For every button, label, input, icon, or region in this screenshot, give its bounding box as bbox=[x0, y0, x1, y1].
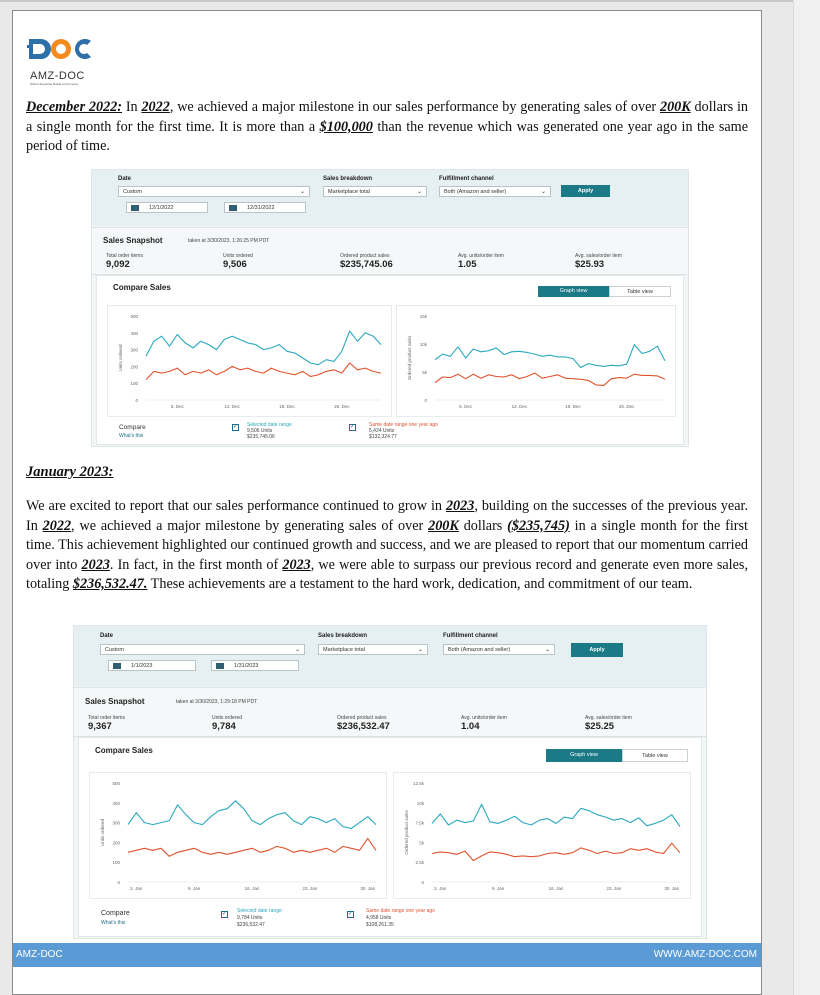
fulfillment-select[interactable]: Both (Amazon and seller) ⌄ bbox=[439, 186, 551, 197]
previous-year-line bbox=[146, 363, 381, 380]
x-tick-label: 26. Dec bbox=[334, 404, 350, 409]
y-tick-label: 7.5k bbox=[415, 820, 424, 826]
x-tick-label: 23. Jan bbox=[302, 886, 318, 891]
y-tick-label: 200 bbox=[130, 364, 138, 370]
y-tick-label: 500 bbox=[130, 314, 138, 319]
snapshot-time: taken at 3/30/2023, 1:29:18 PM PDT bbox=[176, 699, 258, 705]
top-border bbox=[0, 0, 820, 2]
units-ordered-chart bbox=[89, 772, 387, 899]
compare-title: Compare Sales bbox=[95, 746, 153, 755]
units-ordered-chart bbox=[107, 305, 392, 417]
x-tick-label: 19. Dec bbox=[279, 404, 295, 409]
graph-view-button[interactable]: Graph view bbox=[538, 286, 609, 297]
x-tick-label: 23. Jan bbox=[606, 886, 622, 891]
x-tick-label: 26. Dec bbox=[618, 404, 635, 409]
y-tick-label: 0 bbox=[424, 398, 427, 403]
x-tick-label: 2. Jan bbox=[130, 886, 143, 891]
x-tick-label: 19. Dec bbox=[565, 404, 581, 409]
metric-label: Avg. sales/order item bbox=[585, 715, 632, 721]
selected-range-units: 9,784 Units bbox=[237, 915, 263, 921]
december-heading: December 2022: bbox=[26, 99, 122, 115]
x-tick-label: 30. Jan bbox=[664, 886, 680, 891]
previous-range-checkbox[interactable]: ✓ bbox=[350, 424, 356, 430]
y-tick-label: 12.5k bbox=[412, 781, 424, 786]
previous-range-checkbox[interactable]: ✓ bbox=[348, 911, 354, 917]
y-tick-label: 200 bbox=[112, 840, 120, 846]
metric-value: $25.25 bbox=[585, 721, 615, 732]
y-axis-label: Ordered product sales bbox=[404, 810, 409, 855]
previous-year-line bbox=[435, 373, 665, 385]
metric-label: Avg. sales/order item bbox=[575, 253, 622, 259]
page-footer bbox=[13, 943, 761, 967]
metric-label: Total order items bbox=[106, 253, 143, 259]
compare-sales-panel bbox=[78, 737, 702, 937]
y-axis-label: Units ordered bbox=[118, 344, 123, 372]
sales-snapshot bbox=[74, 687, 706, 737]
apply-button[interactable]: Apply bbox=[561, 185, 610, 197]
previous-range-units: 4,958 Units bbox=[366, 915, 392, 921]
graph-view-button[interactable]: Graph view bbox=[546, 749, 622, 762]
scrollbar[interactable] bbox=[793, 0, 820, 995]
y-tick-label: 100 bbox=[130, 381, 138, 387]
date-select[interactable]: Custom ⌄ bbox=[118, 186, 310, 197]
metric-value: 9,367 bbox=[88, 721, 112, 732]
snapshot-time: taken at 3/30/2023, 1:26:25 PM PDT bbox=[188, 238, 270, 244]
product-sales-chart bbox=[393, 772, 691, 899]
metric-label: Units ordered bbox=[223, 253, 254, 259]
metric-label: Units ordered bbox=[212, 715, 243, 721]
x-tick-label: 5. Dec bbox=[459, 404, 473, 409]
compare-sales-panel bbox=[96, 275, 684, 445]
previous-range-sales: $108,261.35 bbox=[366, 922, 394, 928]
metric-label: Total order items bbox=[88, 715, 125, 721]
compare-label: Compare bbox=[101, 910, 130, 917]
selected-range-line bbox=[432, 804, 680, 826]
document-page bbox=[12, 10, 762, 995]
selected-range-label: Selected date range bbox=[247, 422, 292, 428]
date-label: Date bbox=[100, 633, 114, 639]
breakdown-select[interactable]: Marketplace total ⌄ bbox=[323, 186, 427, 197]
footer-website-link[interactable]: WWW.AMZ-DOC.COM bbox=[653, 949, 757, 960]
y-tick-label: 15k bbox=[419, 314, 427, 319]
x-tick-label: 30. Jan bbox=[360, 886, 376, 891]
metric-value: 1.05 bbox=[458, 259, 477, 270]
y-tick-label: 400 bbox=[130, 330, 138, 336]
fulfillment-label: Fulfillment channel bbox=[439, 176, 494, 182]
previous-year-line bbox=[128, 838, 376, 856]
december-paragraph: December 2022: In 2022, we achieved a major milestone in our sales performance by generating sales of over 200K dollars in a single month for the first time. It is more than a $100,000 than the revenue which was generated one year ago in the same period of time. bbox=[26, 99, 748, 154]
metric-value: 9,092 bbox=[106, 259, 130, 270]
y-tick-label: 500 bbox=[112, 781, 120, 786]
x-tick-label: 9. Jan bbox=[188, 886, 201, 891]
metric-value: $235,745.06 bbox=[340, 259, 393, 270]
snapshot-title: Sales Snapshot bbox=[103, 236, 163, 245]
x-tick-label: 12. Dec bbox=[511, 404, 528, 409]
sales-snapshot bbox=[92, 227, 688, 275]
y-tick-label: 400 bbox=[112, 800, 120, 806]
sales-dashboard-december bbox=[91, 169, 689, 447]
selected-range-line bbox=[128, 801, 376, 829]
metric-label: Avg. units/order item bbox=[458, 253, 504, 259]
whats-this-link[interactable]: What's this bbox=[101, 920, 126, 926]
start-date-field[interactable]: 12/1/2022 bbox=[126, 202, 208, 213]
fulfillment-label: Fulfillment channel bbox=[443, 633, 498, 639]
selected-range-label: Selected date range bbox=[237, 908, 282, 914]
y-tick-label: 2.5k bbox=[415, 860, 424, 866]
previous-range-label: Same date range one year ago bbox=[366, 908, 435, 914]
metric-value: 9,784 bbox=[212, 721, 236, 732]
date-label: Date bbox=[118, 176, 132, 182]
selected-range-checkbox[interactable]: ✓ bbox=[222, 911, 228, 917]
breakdown-select[interactable]: Marketplace total ⌄ bbox=[318, 644, 428, 655]
fulfillment-select[interactable]: Both (Amazon and seller) ⌄ bbox=[443, 644, 555, 655]
y-tick-label: 300 bbox=[112, 820, 120, 826]
start-date-field[interactable]: 1/1/2023 bbox=[108, 660, 196, 671]
y-tick-label: 100 bbox=[112, 860, 120, 866]
x-tick-label: 16. Jan bbox=[244, 886, 260, 891]
apply-button[interactable]: Apply bbox=[571, 643, 623, 657]
metric-value: 1.04 bbox=[461, 721, 480, 732]
product-sales-chart bbox=[396, 305, 676, 417]
y-tick-label: 5k bbox=[419, 840, 424, 846]
x-tick-label: 9. Jan bbox=[492, 886, 505, 891]
y-tick-label: 10k bbox=[419, 342, 427, 347]
y-tick-label: 5k bbox=[422, 370, 427, 375]
filter-bar bbox=[74, 626, 706, 686]
january-heading: January 2023: bbox=[26, 464, 114, 480]
y-tick-label: 0 bbox=[117, 880, 120, 885]
y-tick-label: 10k bbox=[416, 800, 424, 806]
selected-range-line bbox=[146, 331, 381, 365]
breakdown-label: Sales breakdown bbox=[323, 176, 373, 182]
y-tick-label: 300 bbox=[130, 347, 138, 353]
y-axis-label: Ordered product sales bbox=[407, 335, 412, 381]
logo-tagline: Where Expertise Builds eCommerce bbox=[30, 82, 79, 86]
selected-range-units: 9,506 Units bbox=[247, 428, 273, 434]
y-tick-label: 0 bbox=[421, 880, 424, 885]
previous-range-units: 5,424 Units bbox=[369, 428, 395, 434]
previous-year-line bbox=[432, 843, 680, 860]
x-tick-label: 12. Dec bbox=[224, 404, 240, 409]
selected-range-checkbox[interactable]: ✓ bbox=[233, 424, 239, 430]
compare-label: Compare bbox=[119, 424, 146, 431]
sales-dashboard-january bbox=[73, 625, 707, 939]
x-tick-label: 5. Dec bbox=[170, 404, 184, 409]
selected-range-sales: $236,532.47 bbox=[237, 922, 265, 928]
selected-range-sales: $235,745.06 bbox=[247, 434, 275, 440]
metric-label: Ordered product sales bbox=[340, 253, 390, 259]
filter-bar bbox=[92, 170, 688, 226]
previous-range-label: Same date range one year ago bbox=[369, 422, 438, 428]
logo-text: AMZ-DOC bbox=[30, 70, 85, 82]
compare-title: Compare Sales bbox=[113, 283, 171, 292]
metric-label: Ordered product sales bbox=[337, 715, 387, 721]
selected-range-line bbox=[435, 345, 665, 368]
table-view-button[interactable]: Table view bbox=[609, 286, 671, 297]
metric-value: $25.93 bbox=[575, 259, 605, 270]
snapshot-title: Sales Snapshot bbox=[85, 697, 145, 706]
metric-value: 9,506 bbox=[223, 259, 247, 270]
x-tick-label: 16. Jan bbox=[548, 886, 564, 891]
breakdown-label: Sales breakdown bbox=[318, 633, 368, 639]
table-view-button[interactable]: Table view bbox=[622, 749, 688, 762]
date-select[interactable]: Custom ⌄ bbox=[100, 644, 305, 655]
y-axis-label: Units ordered bbox=[100, 818, 105, 847]
metric-label: Avg. units/order item bbox=[461, 715, 507, 721]
previous-range-sales: $132,324.77 bbox=[369, 434, 397, 440]
end-date-field[interactable]: 1/31/2023 bbox=[211, 660, 299, 671]
footer-left-text: AMZ-DOC bbox=[16, 949, 63, 960]
whats-this-link[interactable]: What's this bbox=[119, 433, 144, 439]
end-date-field[interactable]: 12/31/2022 bbox=[224, 202, 306, 213]
metric-value: $236,532.47 bbox=[337, 721, 390, 732]
january-paragraph: We are excited to report that our sales performance continued to grow in 2023, building on the successes of the previous year. In 2022, we achieved a major milestone by generating sales of over 200K dollars ($235,745) in a single month for the first time. This achievement highlighted our continued growth and success, and we are pleased to report that our momentum carried over into 2023. In fact, in the first month of 2023, we were able to surpass our previous record and generate even more sales, totaling $236,532.47. These achievements are a testament to the hard work, dedication, and commitment of our team. bbox=[26, 498, 748, 592]
x-tick-label: 2. Jan bbox=[434, 886, 447, 891]
y-tick-label: 0 bbox=[135, 398, 138, 403]
